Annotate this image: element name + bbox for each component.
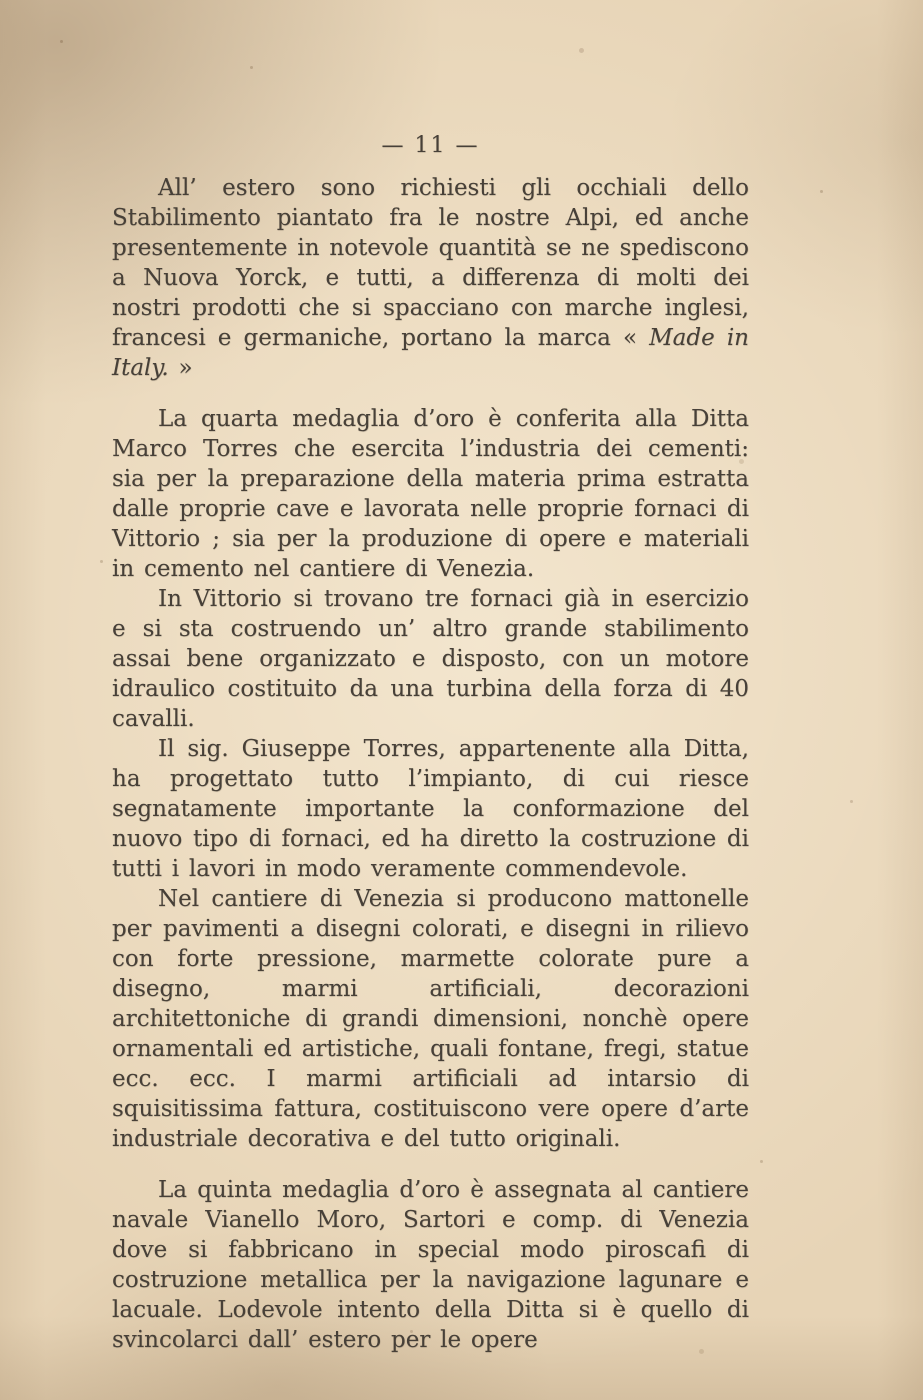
italic-text: Made in Italy. xyxy=(112,325,749,381)
text-segment: La quarta medaglia d’oro è conferita alla Ditta Marco Torres che esercita l’industria dei cementi: sia per la preparazione della materia prima estratta dalle proprie cave e lavorata nelle proprie fornaci di Vittorio ; sia per la produzione di opere e materiali in cemento nel cantiere di Venezia. xyxy=(112,406,749,582)
paragraph xyxy=(112,404,749,584)
book-page xyxy=(112,131,749,1355)
paragraph xyxy=(112,1175,749,1355)
page-number: — 11 — xyxy=(381,133,480,158)
text-segment: Nel cantiere di Venezia si producono mattonelle per pavimenti a disegni colorati, e disegni in rilievo con forte pressione, marmette colorate pure a disegno, marmi artificiali, decorazioni architettoniche di grandi dimensioni, nonchè opere ornamentali ed artistiche, quali fontane, fregi, statue ecc. ecc. I marmi artificiali ad intarsio di squisitissima fattura, costituiscono vere opere d’arte industriale decorativa e del tutto originali. xyxy=(112,886,749,1152)
text-segment: La quinta medaglia d’oro è assegnata al cantiere navale Vianello Moro, Sartori e comp. di Venezia dove si fabbricano in special modo piroscafi di costruzione metallica per la navigazione lagunare e lacuale. Lodevole intento della Ditta si è quello di svincolarci dall’ estero per le opere xyxy=(112,1177,749,1353)
paragraph xyxy=(112,734,749,884)
text-segment: Il sig. Giuseppe Torres, appartenente alla Ditta, ha progettato tutto l’impianto, di cui riesce segnatamente importante la conformazione del nuovo tipo di fornaci, ed ha diretto la costruzione di tutti i lavori in modo veramente commendevole. xyxy=(112,736,749,882)
text-segment: » xyxy=(168,355,193,381)
paper-foxing-specks xyxy=(60,40,63,43)
paragraph xyxy=(112,584,749,734)
paragraph xyxy=(112,173,749,383)
paragraph xyxy=(112,884,749,1154)
page-text xyxy=(112,173,749,1355)
text-segment: In Vittorio si trovano tre fornaci già in esercizio e si sta costruendo un’ altro grande stabilimento assai bene organizzato e disposto, con un motore idraulico costituito da una turbina della forza di 40 cavalli. xyxy=(112,586,749,732)
text-segment: All’ estero sono richiesti gli occhiali dello Stabilimento piantato fra le nostre Alpi, ed anche presentemente in notevole quantità se ne spediscono a Nuova Yorck, e tutti, a differenza di molti dei nostri prodotti che si spacciano con marche inglesi, francesi e germaniche, portano la marca « xyxy=(112,175,749,351)
